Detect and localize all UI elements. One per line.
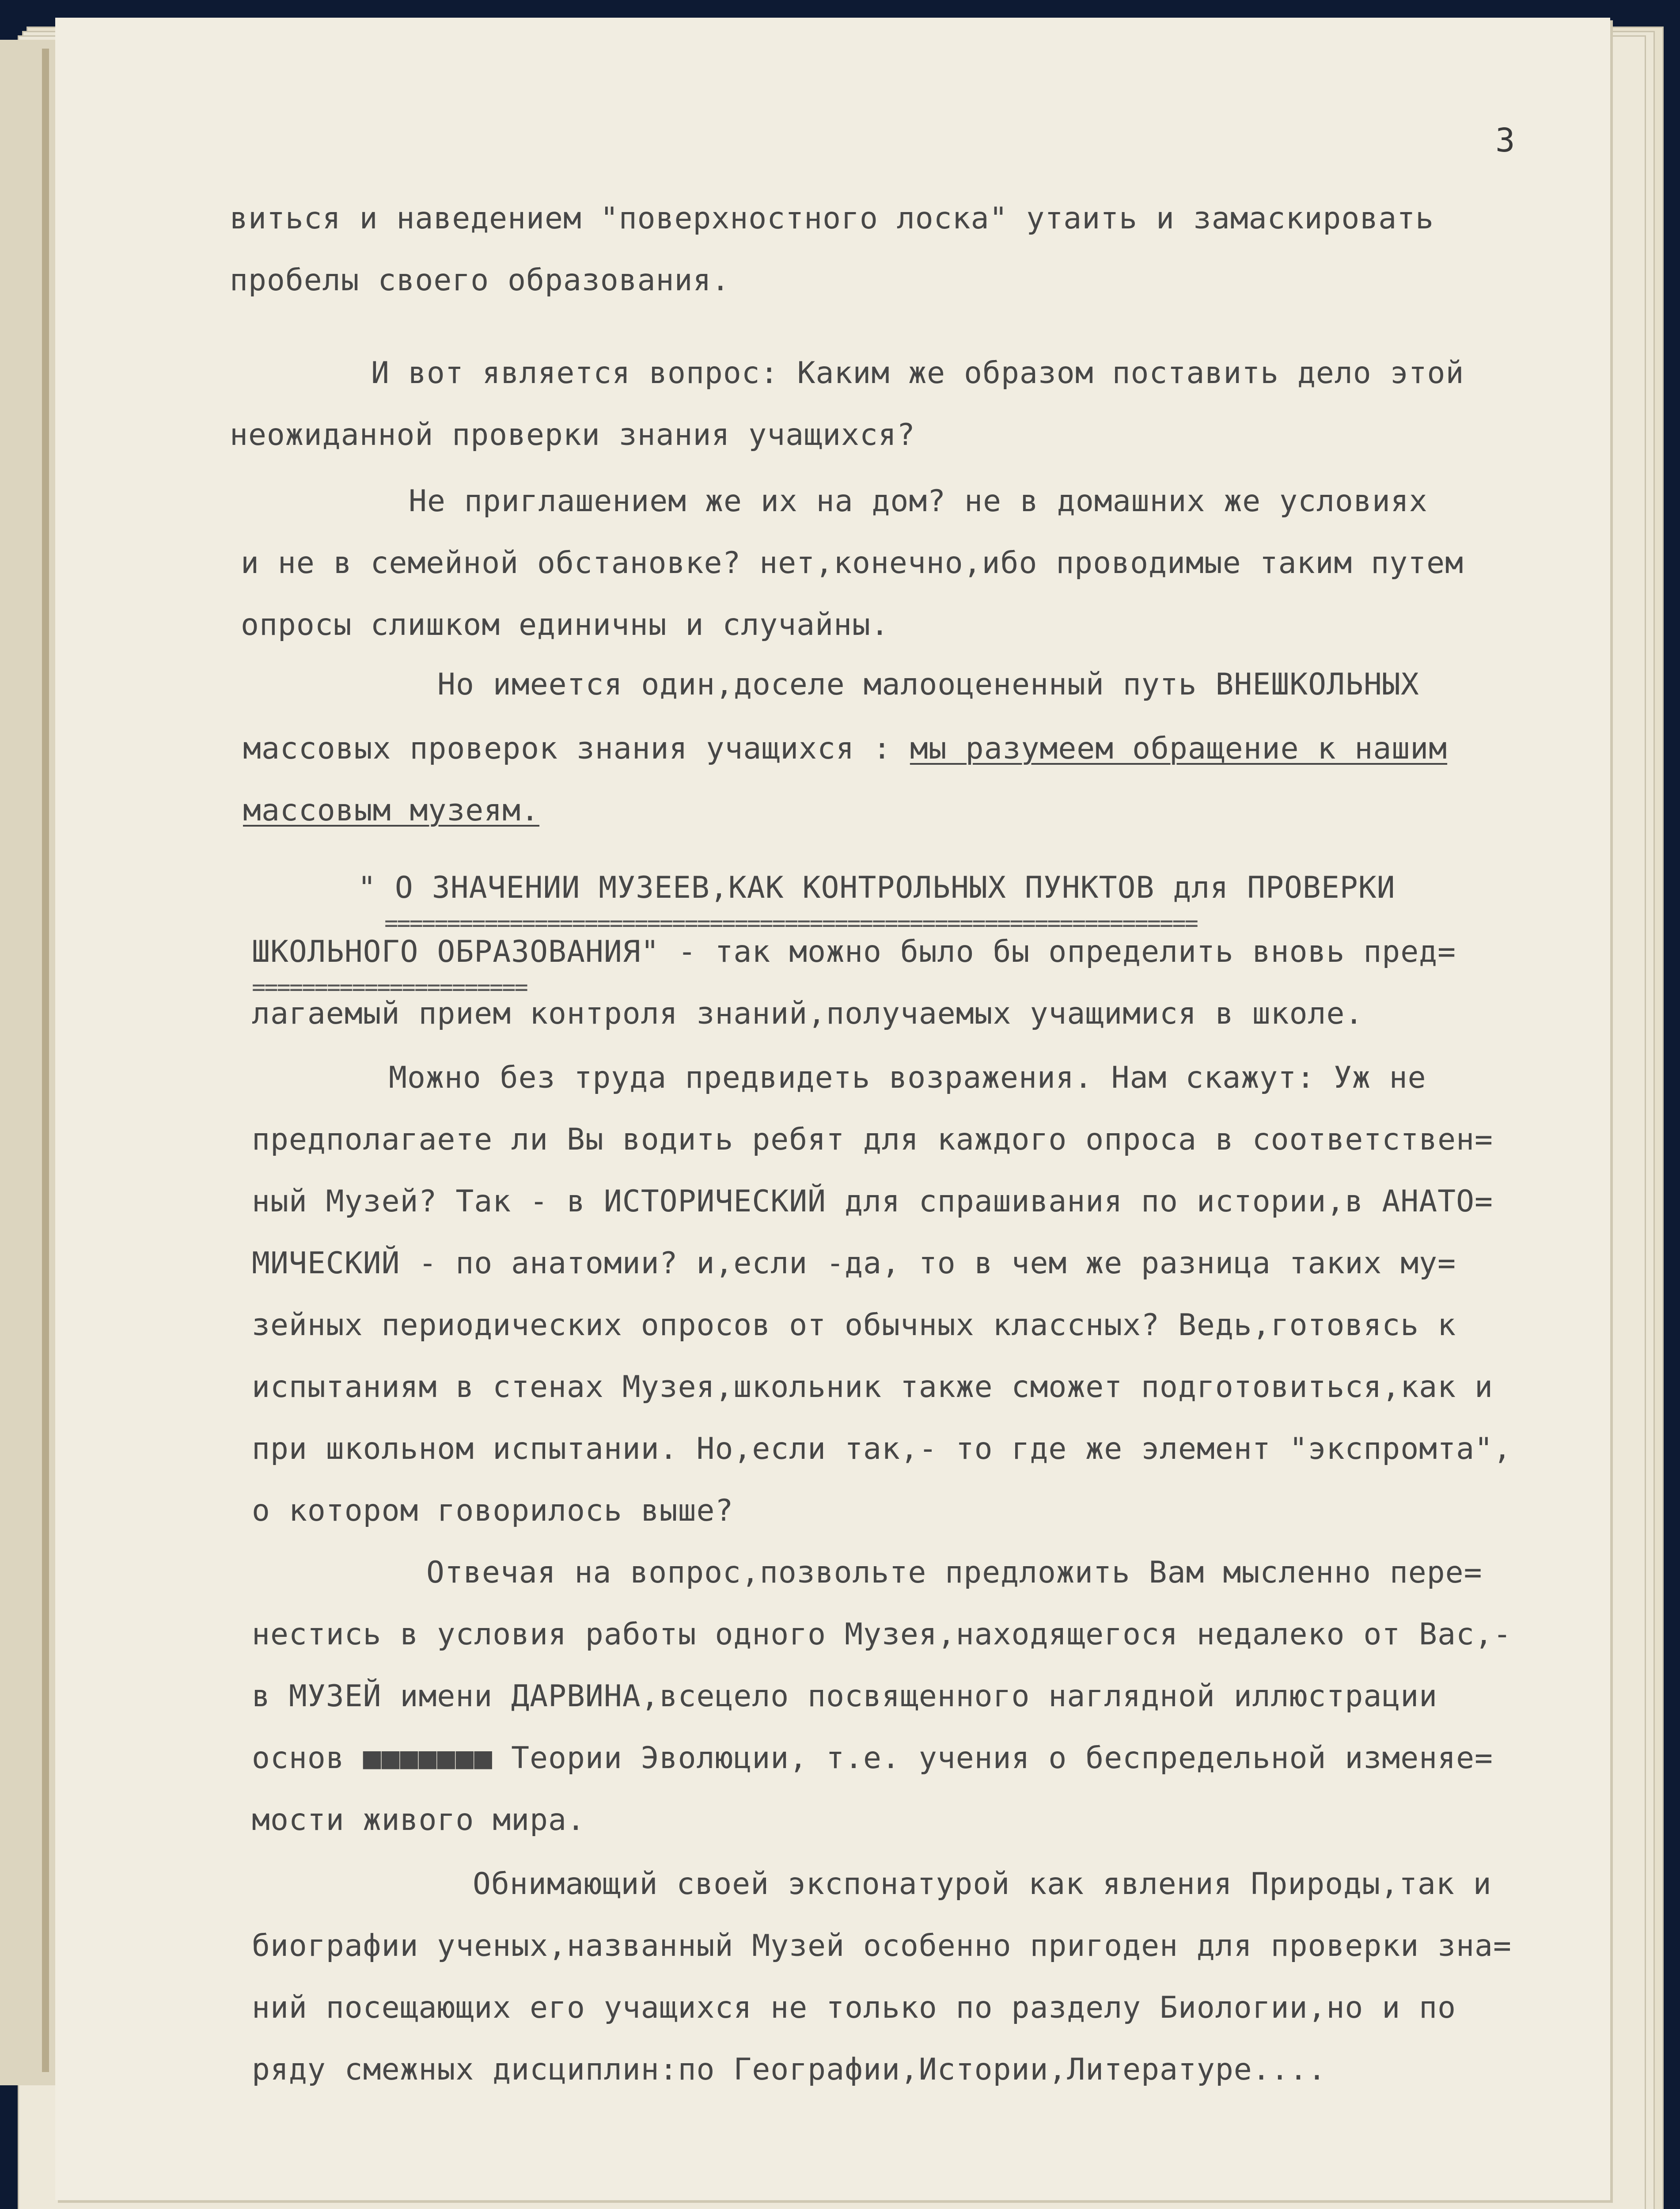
text-line: неожиданной проверки знания учащихся? [230,418,915,452]
text-line: в МУЗЕЙ имени ДАРВИНА,всецело посвященного наглядной иллюстрации [252,1679,1438,1714]
text-line [243,793,539,828]
double-underline: ====================== [252,974,527,1001]
text-line: опросы слишком единичны и случайны. [241,607,889,642]
text-line: биографии ученых,названный Музей особенно пригоден для проверки зна= [252,1928,1512,1963]
underlined-text: мы разумеем обращение к нашим [910,731,1448,766]
text-line: Отвечая на вопрос,позвольте предложить Вам мысленно пере= [426,1555,1483,1590]
text-line: ный Музей? Так - в ИСТОРИЧЕСКИЙ для спрашивания по истории,в АНАТО= [252,1184,1493,1219]
text-line: Можно без труда предвидеть возражения. Нам скажут: Уж не [389,1060,1426,1095]
text-line: ний посещающих его учащихся не только по разделу Биологии,но и по [252,1990,1456,2025]
heading-line: " О ЗНАЧЕНИИ МУЗЕЕВ,КАК КОНТРОЛЬНЫХ ПУНКТОВ для ПРОВЕРКИ [358,870,1396,905]
text-line: МИЧЕСКИЙ - по анатомии? и,если -да, то в чем же разница таких му= [252,1246,1456,1281]
text-line: лагаемый прием контроля знаний,получаемых учащимися в школе. [252,996,1364,1031]
text-line: нестись в условия работы одного Музея,находящегося недалеко от Вас,- [252,1617,1512,1652]
text-line: пробелы своего образования. [230,263,730,298]
text-line: зейных периодических опросов от обычных классных? Ведь,готовясь к [252,1308,1456,1343]
text-line [243,731,1447,766]
text-line: о котором говорилось выше? [252,1493,734,1528]
text-line: И вот является вопрос: Каким же образом поставить дело этой [371,356,1464,391]
typewritten-page [55,18,1610,2200]
heading-line: ШКОЛЬНОГО ОБРАЗОВАНИЯ" - так можно было бы определить вновь пред= [252,934,1456,969]
text-line: предполагаете ли Вы водить ребят для каждого опроса в соответствен= [252,1122,1493,1157]
text-line: при школьном испытании. Но,если так,- то где же элемент "экспромта", [252,1431,1512,1466]
text-line: и не в семейной обстановке? нет,конечно,ибо проводимые таким путем [241,546,1464,581]
text-segment: массовых проверок знания учащихся : [243,731,910,766]
text-line: основ ■■■■■■■ Теории Эволюции, т.е. учения о беспредельной изменяе= [252,1741,1493,1776]
double-underline: ================================================================= [384,910,1197,937]
binder-edge [0,40,59,2085]
text-line: мости живого мира. [252,1803,585,1837]
binder-fold [42,49,49,2072]
text-line: Обнимающий своей экспонатурой как явления Природы,так и [473,1867,1492,1902]
underlined-text: массовым музеям. [243,793,540,828]
text-line: ряду смежных дисциплин:по Географии,Истории,Литературе.... [252,2052,1327,2087]
text-line: испытаниям в стенах Музея,школьник также сможет подготовиться,как и [252,1370,1493,1404]
text-line: Не приглашением же их на дом? не в домашних же условиях [409,484,1428,519]
page-number: 3 [1495,121,1515,159]
text-line: виться и наведением "поверхностного лоска" утаить и замаскировать [230,201,1434,236]
text-line: Но имеется один,доселе малооцененный путь ВНЕШКОЛЬНЫХ [437,667,1419,702]
